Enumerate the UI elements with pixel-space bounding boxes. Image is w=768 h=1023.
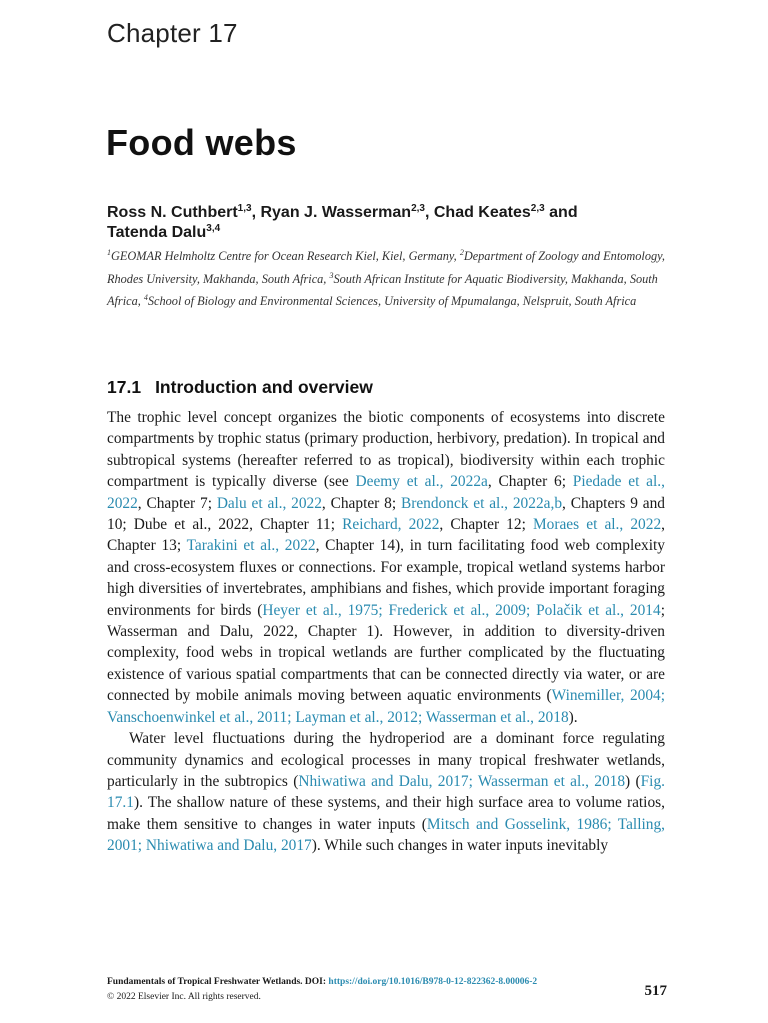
affiliation-text: South African Institute for Aquatic Biodiversity, Makhanda, South Africa, <box>107 271 658 308</box>
author-list: Ross N. Cuthbert$^{1,3}$, Ryan J. Wasserman$^{2,3}$, Chad Keates$^{2,3}$ and Tatenda Dalu$^{3,4}$ <box>107 203 578 241</box>
section-number: 17.1 <box>107 377 142 397</box>
paragraph-text: , Chapter 8; <box>321 494 401 512</box>
section-title: Introduction and overview <box>155 377 373 397</box>
author-name: Tatenda Dalu <box>107 224 207 241</box>
affiliation-marker: 2 <box>459 248 464 257</box>
body-text <box>107 407 665 857</box>
citation-link[interactable]: Piedade et al., 2022 <box>107 473 665 512</box>
footer-copyright: © 2022 Elsevier Inc. All rights reserved. <box>107 992 261 1002</box>
affiliation-text: GEOMAR Helmholtz Centre for Ocean Research Kiel, Kiel, Germany, <box>111 249 457 263</box>
affiliation-marker: 4 <box>143 293 148 302</box>
paragraph-text: ). The shallow nature of these systems, and their high surface area to volume ratios, make them sensitive to changes in water inputs ( <box>107 794 665 833</box>
footer-book-title: Fundamentals of Tropical Freshwater Wetlands. DOI: <box>107 977 327 987</box>
affiliation-text: Department of Zoology and Entomology, Rhodes University, Makhanda, South Africa, <box>107 249 665 286</box>
citation-link[interactable]: Reichard, 2022 <box>342 516 440 534</box>
citation-link[interactable]: Winemiller, 2004; Vanschoenwinkel et al., 2011; Layman et al., 2012; Wasserman et al., 2018 <box>107 687 666 726</box>
affiliation-marker: 1 <box>107 248 111 257</box>
paragraph-text: , Chapter 7; <box>137 494 217 512</box>
footer-source <box>107 977 537 987</box>
citation-link[interactable]: Dalu et al., 2022 <box>216 494 322 512</box>
section-heading <box>107 377 373 398</box>
paragraph-text: , Chapter 12; <box>439 516 533 534</box>
citation-link[interactable]: Deemy et al., 2022a <box>355 473 488 491</box>
paragraph-text: ). While such changes in water inputs inevitably <box>311 837 609 855</box>
chapter-label: Chapter 17 <box>107 18 238 48</box>
author-affiliation-marker: 2,3 <box>411 203 425 214</box>
paragraph-text: , Chapter 6; <box>487 473 573 491</box>
citation-link[interactable]: Heyer et al., 1975; Frederick et al., 2009; Polačik et al., 2014 <box>262 601 661 619</box>
paragraph-text: ) ( <box>625 772 641 790</box>
affiliation-text: School of Biology and Environmental Sciences, University of Mpumalanga, Nelspruit, South Africa <box>147 294 637 308</box>
paragraph-text: Water level fluctuations during the hydroperiod are a dominant force regulating community dynamics and ecological processes in many tropical freshwater wetlands, particularly in the subtropics ( <box>107 730 665 790</box>
author-name: Ryan J. Wasserman <box>260 204 412 221</box>
affiliation-marker: 3 <box>329 270 334 280</box>
chapter-title: Food webs <box>106 122 297 163</box>
author-affiliation-marker: 2,3 <box>530 203 545 214</box>
author-name: Chad Keates <box>433 204 531 221</box>
citation-link[interactable]: Brendonck et al., 2022a,b <box>400 494 563 512</box>
citation-link[interactable]: Fig. 17.1 <box>107 772 665 812</box>
author-affiliation-marker: 3,4 <box>206 223 221 234</box>
author-name: Ross N. Cuthbert <box>107 204 238 221</box>
citation-link[interactable]: Nhiwatiwa and Dalu, 2017; Wasserman et al., 2018 <box>298 772 626 790</box>
citation-link[interactable]: Mitsch and Gosselink, 1986; Talling, 2001; Nhiwatiwa and Dalu, 2017 <box>107 815 665 855</box>
paragraph-text: ; Wasserman and Dalu, 2022, Chapter 1). However, in addition to diversity-driven complexity, food webs in tropical wetlands are further complicated by the fluctuating existence of various spatial compartments that can be connected directly via water, or are connected by mobile animals moving between aquatic environments ( <box>107 601 665 705</box>
affiliations <box>107 245 667 313</box>
paragraph <box>107 728 665 856</box>
paragraph <box>107 407 665 728</box>
author-conjunction: and <box>549 204 578 221</box>
paragraph-text: , Chapter 13; <box>107 516 665 555</box>
citation-link[interactable]: Moraes et al., 2022 <box>532 516 662 534</box>
paragraph-text: ). <box>568 708 578 726</box>
paragraph-text: , Chapter 14), in turn facilitating food web complexity and cross-ecosystem fluxes or connections. For example, tropical wetland systems harbor high diversities of invertebrates, amphibians and fishes, which provide important foraging environments for birds ( <box>107 537 665 619</box>
citation-link[interactable]: Tarakini et al., 2022 <box>186 537 316 555</box>
paragraph-text: , Chapters 9 and 10; Dube et al., 2022, Chapter 11; <box>107 494 665 534</box>
author-affiliation-marker: 1,3 <box>237 203 252 214</box>
paragraph-text: The trophic level concept organizes the biotic components of ecosystems into discrete compartments by trophic status (primary production, herbivory, predation). In tropical and subtropical systems (hereafter referred to as tropical), biodiversity within each trophic compartment is typically diverse (see <box>107 409 665 491</box>
footer-doi-link[interactable]: https://doi.org/10.1016/B978-0-12-822362-8.00006-2 <box>328 977 538 987</box>
page-number: 517 <box>644 983 667 999</box>
